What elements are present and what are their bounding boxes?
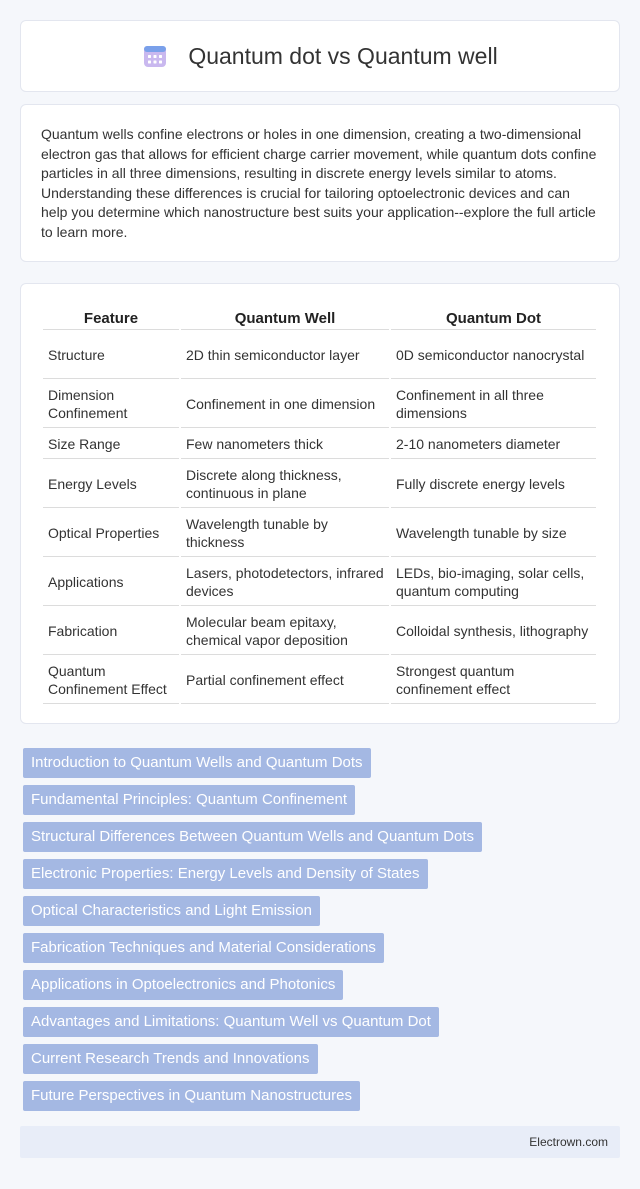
table-cell: Lasers, photodetectors, infrared devices	[181, 559, 389, 606]
table-row	[43, 510, 596, 557]
table-row	[43, 461, 596, 508]
table-cell: Few nanometers thick	[181, 430, 389, 459]
table-cell: 0D semiconductor nanocrystal	[391, 332, 596, 379]
table-cell: Confinement in one dimension	[181, 381, 389, 428]
table-header-row	[43, 306, 596, 330]
table-row	[43, 381, 596, 428]
table-row	[43, 559, 596, 606]
table-cell: Size Range	[43, 430, 179, 459]
table-cell: Quantum Confinement Effect	[43, 657, 179, 704]
table-cell: Fabrication	[43, 608, 179, 655]
table-cell: Colloidal synthesis, lithography	[391, 608, 596, 655]
table-cell: Fully discrete energy levels	[391, 461, 596, 508]
toc-link-fabrication-techniques[interactable]: Fabrication Techniques and Material Considerations	[23, 933, 384, 963]
table-cell: Molecular beam epitaxy, chemical vapor deposition	[181, 608, 389, 655]
header-feature: Feature	[43, 306, 179, 330]
page-title: Quantum dot vs Quantum well	[188, 42, 498, 69]
header-quantum-well: Quantum Well	[181, 306, 389, 330]
footer	[20, 1126, 620, 1158]
table-row	[43, 332, 596, 379]
table-row	[43, 430, 596, 459]
table-cell: Optical Properties	[43, 510, 179, 557]
comparison-table	[41, 304, 598, 706]
toc-link-future-perspectives[interactable]: Future Perspectives in Quantum Nanostructures	[23, 1081, 360, 1111]
table-cell: Dimension Confinement	[43, 381, 179, 428]
table-cell: Energy Levels	[43, 461, 179, 508]
intro-paragraph: Quantum wells confine electrons or holes in one dimension, creating a two-dimensional electron gas that allows for efficient charge carrier movement, while quantum dots confine particles in all three dimensions, resulting in discrete energy levels similar to atoms. Understanding these differences is crucial for tailoring optoelectronic devices and can help you determine which nanostructure best suits your application--explore the full article to learn more.	[41, 126, 597, 240]
table-cell: 2-10 nanometers diameter	[391, 430, 596, 459]
footer-site-name[interactable]: Electrown.com	[529, 1135, 608, 1149]
toc-link-electronic-properties[interactable]: Electronic Properties: Energy Levels and Density of States	[23, 859, 428, 889]
table-cell: 2D thin semiconductor layer	[181, 332, 389, 379]
toc-link-structural-differences[interactable]: Structural Differences Between Quantum Wells and Quantum Dots	[23, 822, 482, 852]
toc-link-advantages-limitations[interactable]: Advantages and Limitations: Quantum Well vs Quantum Dot	[23, 1007, 439, 1037]
table-cell: Applications	[43, 559, 179, 606]
table-cell: Discrete along thickness, continuous in plane	[181, 461, 389, 508]
title-card	[20, 20, 620, 92]
table-cell: Partial confinement effect	[181, 657, 389, 704]
toc-link-fundamental-principles[interactable]: Fundamental Principles: Quantum Confinement	[23, 785, 355, 815]
table-cell: Wavelength tunable by size	[391, 510, 596, 557]
toc-link-research-trends[interactable]: Current Research Trends and Innovations	[23, 1044, 318, 1074]
table-cell: Structure	[43, 332, 179, 379]
table-row	[43, 608, 596, 655]
comparison-card	[20, 283, 620, 724]
table-cell: Confinement in all three dimensions	[391, 381, 596, 428]
header-quantum-dot: Quantum Dot	[391, 306, 596, 330]
table-cell: LEDs, bio-imaging, solar cells, quantum computing	[391, 559, 596, 606]
intro-card	[20, 104, 620, 262]
table-row	[43, 657, 596, 704]
table-cell: Wavelength tunable by thickness	[181, 510, 389, 557]
toc-link-applications[interactable]: Applications in Optoelectronics and Photonics	[23, 970, 343, 1000]
toc-link-introduction[interactable]: Introduction to Quantum Wells and Quantum Dots	[23, 748, 371, 778]
toc-link-optical-characteristics[interactable]: Optical Characteristics and Light Emission	[23, 896, 320, 926]
table-cell: Strongest quantum confinement effect	[391, 657, 596, 704]
calendar-icon	[142, 43, 168, 69]
